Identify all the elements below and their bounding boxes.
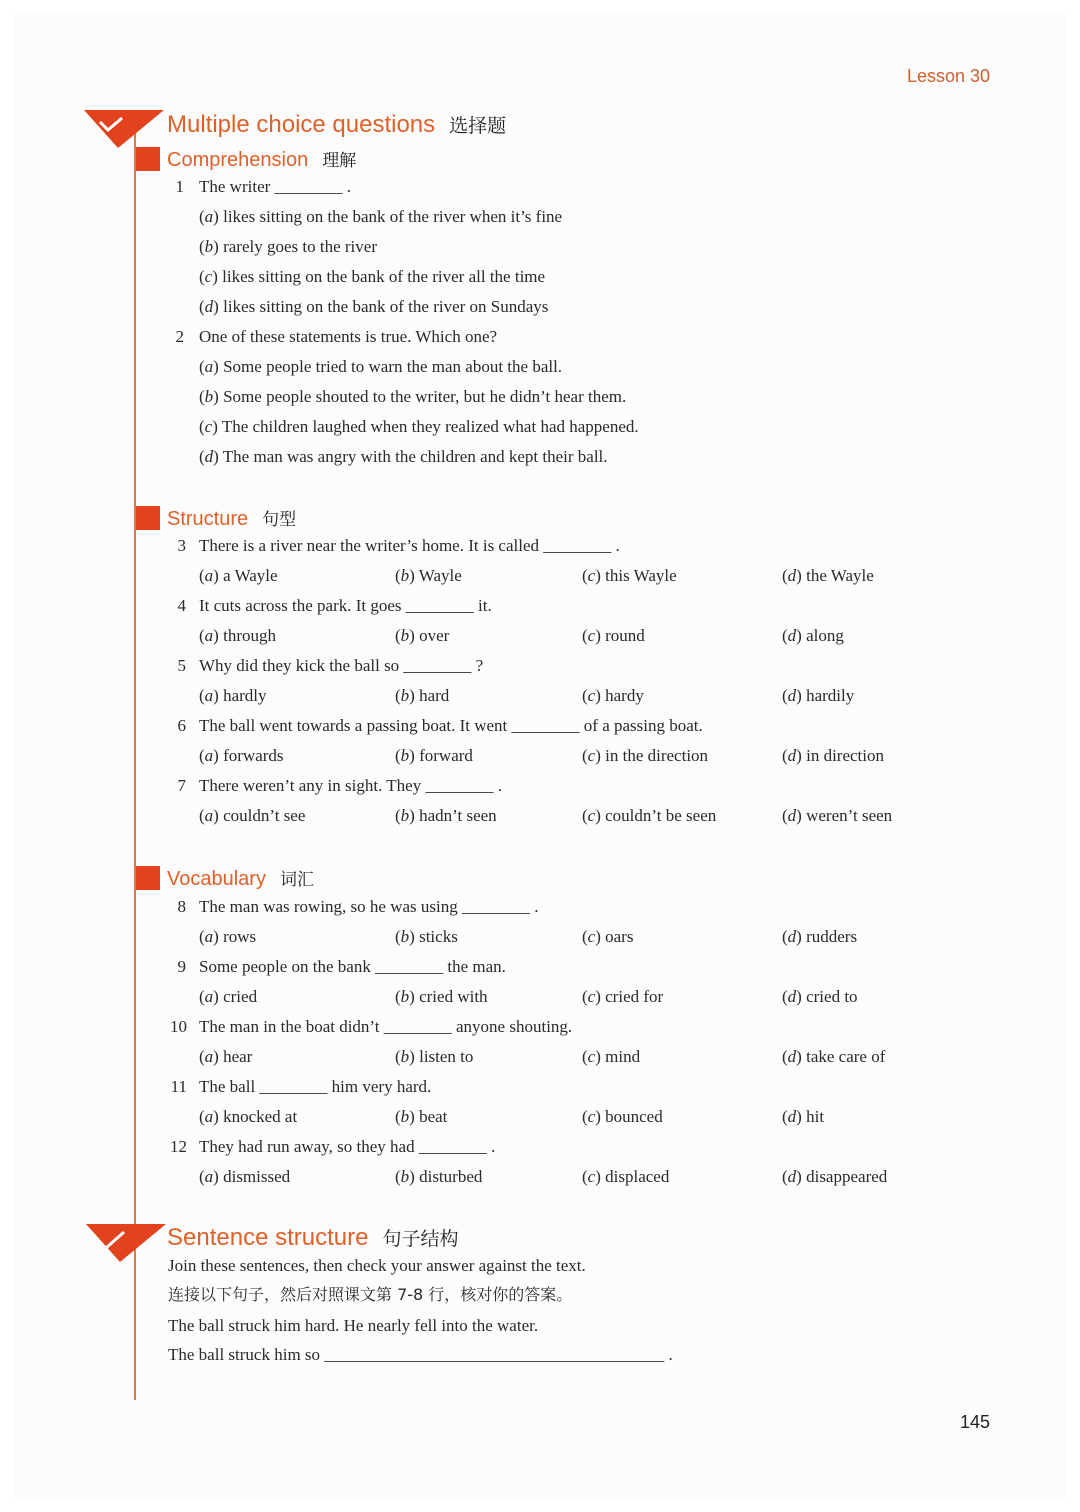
vocabulary-heading — [167, 865, 314, 891]
option-letter: c — [587, 1167, 596, 1186]
option-letter: d — [787, 1167, 797, 1186]
option-letter: a — [204, 927, 214, 946]
option-text: oars — [600, 927, 634, 946]
option-letter: c — [587, 1107, 596, 1126]
option-text: The children laughed when they realized what had happened. — [217, 417, 639, 436]
comprehension-title: Comprehension — [167, 149, 309, 171]
option-text: weren’t seen — [801, 806, 893, 825]
question-number: 9 — [177, 957, 186, 976]
answer-option[interactable]: (c) mind — [582, 1047, 641, 1066]
option-letter: c — [587, 987, 596, 1006]
answer-option[interactable]: (c) couldn’t be seen — [582, 806, 717, 825]
option-letter: c — [204, 417, 213, 436]
option-text: this Wayle — [600, 566, 677, 585]
option-text: disturbed — [414, 1167, 483, 1186]
question-stem: The man in the boat didn’t ________ anyone shouting. — [199, 1017, 573, 1036]
option-letter: d — [787, 987, 797, 1006]
option-text: along — [801, 626, 844, 645]
option-text: couldn’t be seen — [600, 806, 717, 825]
question-stem: It cuts across the park. It goes ________ it. — [199, 596, 492, 615]
question-stem: The man was rowing, so he was using ________ . — [199, 897, 539, 916]
question-stem: There weren’t any in sight. They ________ . — [199, 776, 502, 795]
option-text: hardly — [218, 686, 267, 705]
page-number: 145 — [960, 1412, 991, 1432]
option-text: displaced — [600, 1167, 670, 1186]
section-heading-en: Multiple choice questions — [167, 111, 436, 138]
instruction-en: Join these sentences, then check your answer against the text. — [168, 1256, 586, 1275]
option-letter: d — [787, 686, 797, 705]
question-number: 11 — [170, 1077, 187, 1096]
question-stem: The ball ________ him very hard. — [199, 1077, 432, 1096]
question-number: 1 — [175, 177, 184, 196]
vocabulary-title: Vocabulary — [167, 868, 266, 890]
answer-option[interactable]: (a) couldn’t see — [199, 806, 306, 825]
answer-option[interactable]: (a) knocked at — [199, 1107, 298, 1126]
option-letter: a — [204, 686, 214, 705]
structure-heading — [167, 505, 296, 531]
option-letter: b — [204, 237, 214, 256]
option-text: likes sitting on the bank of the river when it’s fine — [218, 207, 563, 226]
option-letter: d — [787, 566, 797, 585]
answer-option[interactable]: (b) over — [395, 626, 450, 645]
option-letter: d — [204, 297, 214, 316]
answer-option[interactable]: (d) hardily — [782, 686, 855, 705]
answer-option[interactable]: (a) Some people tried to warn the man about the ball. — [199, 357, 563, 376]
option-text: couldn’t see — [218, 806, 306, 825]
option-text: in the direction — [600, 746, 709, 765]
answer-option[interactable]: (d) take care of — [782, 1047, 886, 1066]
answer-option[interactable]: (b) listen to — [395, 1047, 474, 1066]
question-number: 2 — [175, 327, 184, 346]
answer-option[interactable]: (a) hear — [199, 1047, 253, 1066]
answer-option[interactable]: (d) rudders — [782, 927, 858, 946]
option-text: round — [600, 626, 645, 645]
answer-option[interactable]: (c) cried for — [582, 987, 664, 1006]
answer-option[interactable]: (a) hardly — [199, 686, 267, 705]
option-letter: c — [587, 1047, 596, 1066]
option-text: take care of — [801, 1047, 886, 1066]
question-number: 4 — [177, 596, 186, 615]
answer-prefix: The ball struck him so — [168, 1345, 321, 1364]
question-stem: The ball went towards a passing boat. It went ________ of a passing boat. — [199, 716, 703, 735]
option-letter: a — [204, 1107, 214, 1126]
option-letter: c — [587, 746, 596, 765]
option-text: forward — [414, 746, 473, 765]
answer-option[interactable]: (c) this Wayle — [582, 566, 677, 585]
section-marker — [136, 147, 160, 171]
option-letter: c — [587, 626, 596, 645]
option-letter: b — [400, 1107, 410, 1126]
answer-option[interactable]: (b) rarely goes to the river — [199, 237, 377, 256]
option-text: over — [414, 626, 450, 645]
answer-option[interactable]: (c) oars — [582, 927, 634, 946]
answer-option[interactable]: (b) hard — [395, 686, 450, 705]
option-text: in direction — [801, 746, 884, 765]
option-text: the Wayle — [801, 566, 874, 585]
option-text: hear — [218, 1047, 253, 1066]
section-heading-zh: 选择题 — [449, 115, 507, 137]
option-letter: d — [787, 1047, 797, 1066]
answer-option[interactable]: (b) cried with — [395, 987, 488, 1006]
option-letter: a — [204, 566, 214, 585]
option-text: bounced — [600, 1107, 663, 1126]
comprehension-title-zh: 理解 — [322, 151, 357, 171]
section-marker — [136, 866, 160, 890]
vocabulary-title-zh: 词汇 — [279, 870, 314, 890]
option-letter: c — [204, 267, 213, 286]
option-letter: b — [400, 686, 410, 705]
option-text: Some people tried to warn the man about the ball. — [218, 357, 563, 376]
option-text: listen to — [414, 1047, 474, 1066]
answer-option[interactable]: (d) disappeared — [782, 1167, 888, 1186]
answer-option[interactable]: (d) hit — [782, 1107, 825, 1126]
answer-option[interactable]: (c) round — [582, 626, 645, 645]
option-letter: b — [204, 387, 214, 406]
option-text: hard — [414, 686, 450, 705]
answer-option[interactable]: (b) sticks — [395, 927, 458, 946]
question-number: 7 — [177, 776, 186, 795]
option-text: Some people shouted to the writer, but he didn’t hear them. — [218, 387, 627, 406]
sentence-structure-title: Sentence structure — [167, 1224, 369, 1251]
option-text: knocked at — [218, 1107, 298, 1126]
pen-icon — [86, 1222, 168, 1264]
option-letter: b — [400, 927, 410, 946]
option-letter: b — [400, 987, 410, 1006]
option-letter: c — [587, 566, 596, 585]
answer-option[interactable]: (b) beat — [395, 1107, 448, 1126]
answer-option[interactable]: (d) weren’t seen — [782, 806, 893, 825]
option-letter: d — [787, 806, 797, 825]
question-number: 12 — [170, 1137, 187, 1156]
question-number: 8 — [177, 897, 186, 916]
option-text: likes sitting on the bank of the river on Sundays — [218, 297, 549, 316]
option-text: a Wayle — [218, 566, 278, 585]
question-number: 5 — [177, 656, 186, 675]
option-text: hardy — [600, 686, 644, 705]
option-letter: d — [787, 927, 797, 946]
option-letter: b — [400, 1047, 410, 1066]
option-text: The man was angry with the children and kept their ball. — [218, 447, 608, 466]
option-letter: a — [204, 1167, 214, 1186]
page-background — [14, 12, 1066, 1500]
option-letter: d — [204, 447, 214, 466]
answer-option[interactable]: (c) bounced — [582, 1107, 663, 1126]
question-number: 10 — [170, 1017, 187, 1036]
option-letter: a — [204, 357, 214, 376]
answer-option[interactable]: (d) The man was angry with the children and kept their ball. — [199, 447, 608, 466]
margin-rule — [134, 130, 136, 1400]
option-letter: a — [204, 207, 214, 226]
answer-option[interactable]: (d) along — [782, 626, 844, 645]
answer-option[interactable]: (a) forwards — [199, 746, 284, 765]
option-text: cried with — [414, 987, 488, 1006]
option-text: hardily — [801, 686, 855, 705]
option-letter: b — [400, 626, 410, 645]
answer-option[interactable]: (b) hadn’t seen — [395, 806, 497, 825]
answer-option[interactable]: (d) cried to — [782, 987, 858, 1006]
option-letter: c — [587, 806, 596, 825]
question-stem: The writer ________ . — [199, 177, 352, 196]
check-icon — [84, 108, 166, 150]
question-stem: Why did they kick the ball so ________ ? — [199, 656, 484, 675]
option-text: cried to — [801, 987, 858, 1006]
answer-option[interactable]: (a) rows — [199, 927, 257, 946]
option-letter: d — [787, 626, 797, 645]
example-sentence: The ball struck him hard. He nearly fell into the water. — [168, 1316, 539, 1335]
answer-blank[interactable]: ________________________________________ . — [324, 1345, 673, 1364]
option-text: sticks — [414, 927, 458, 946]
option-letter: a — [204, 806, 214, 825]
option-text: cried — [218, 987, 258, 1006]
question-stem: There is a river near the writer’s home. It is called ________ . — [199, 536, 620, 555]
option-text: forwards — [218, 746, 284, 765]
option-letter: b — [400, 1167, 410, 1186]
comprehension-heading — [167, 146, 356, 172]
answer-option[interactable]: (a) a Wayle — [199, 566, 278, 585]
option-letter: b — [400, 566, 410, 585]
question-number: 6 — [177, 716, 186, 735]
question-number: 3 — [177, 536, 186, 555]
answer-option[interactable]: (a) cried — [199, 987, 258, 1006]
question-stem: Some people on the bank ________ the man. — [199, 957, 506, 976]
answer-option[interactable]: (c) The children laughed when they realized what had happened. — [199, 417, 639, 436]
answer-option[interactable]: (a) dismissed — [199, 1167, 291, 1186]
section-heading — [167, 111, 506, 139]
option-letter: d — [787, 746, 797, 765]
answer-option[interactable]: (b) forward — [395, 746, 473, 765]
option-text: hadn’t seen — [414, 806, 497, 825]
sentence-structure-title-zh: 句子结构 — [382, 1228, 459, 1250]
answer-option[interactable]: (c) displaced — [582, 1167, 670, 1186]
option-letter: b — [400, 746, 410, 765]
option-letter: a — [204, 1047, 214, 1066]
lesson-label: Lesson 30 — [907, 66, 991, 86]
answer-line — [168, 1345, 673, 1365]
option-text: rudders — [801, 927, 858, 946]
option-text: Wayle — [414, 566, 462, 585]
option-text: through — [218, 626, 276, 645]
answer-option[interactable]: (a) likes sitting on the bank of the river when it’s fine — [199, 207, 563, 226]
option-text: rows — [218, 927, 257, 946]
question-stem: One of these statements is true. Which one? — [199, 327, 498, 346]
answer-option[interactable]: (c) in the direction — [582, 746, 709, 765]
option-letter: b — [400, 806, 410, 825]
option-text: mind — [600, 1047, 641, 1066]
option-letter: a — [204, 746, 214, 765]
structure-title-zh: 句型 — [262, 510, 297, 530]
answer-option[interactable]: (c) hardy — [582, 686, 644, 705]
option-text: cried for — [600, 987, 664, 1006]
section-marker — [136, 506, 160, 530]
answer-option[interactable]: (b) Some people shouted to the writer, but he didn’t hear them. — [199, 387, 627, 406]
answer-option[interactable]: (b) Wayle — [395, 566, 462, 585]
option-letter: d — [787, 1107, 797, 1126]
option-text: beat — [414, 1107, 448, 1126]
answer-option[interactable]: (b) disturbed — [395, 1167, 483, 1186]
option-letter: a — [204, 626, 214, 645]
option-text: disappeared — [801, 1167, 888, 1186]
answer-option[interactable]: (d) the Wayle — [782, 566, 874, 585]
answer-option[interactable]: (d) in direction — [782, 746, 884, 765]
sentence-structure-heading — [167, 1224, 458, 1252]
option-letter: c — [587, 927, 596, 946]
answer-option[interactable]: (c) likes sitting on the bank of the river all the time — [199, 267, 546, 286]
option-letter: a — [204, 987, 214, 1006]
option-text: hit — [801, 1107, 825, 1126]
option-letter: c — [587, 686, 596, 705]
structure-title: Structure — [167, 508, 249, 530]
instruction-zh: 连接以下句子，然后对照课文第 7-8 行，核对你的答案。 — [168, 1285, 573, 1304]
answer-option[interactable]: (d) likes sitting on the bank of the river on Sundays — [199, 297, 549, 316]
option-text: likes sitting on the bank of the river all the time — [217, 267, 546, 286]
option-text: dismissed — [218, 1167, 291, 1186]
option-text: rarely goes to the river — [218, 237, 377, 256]
question-stem: They had run away, so they had ________ . — [199, 1137, 496, 1156]
answer-option[interactable]: (a) through — [199, 626, 276, 645]
